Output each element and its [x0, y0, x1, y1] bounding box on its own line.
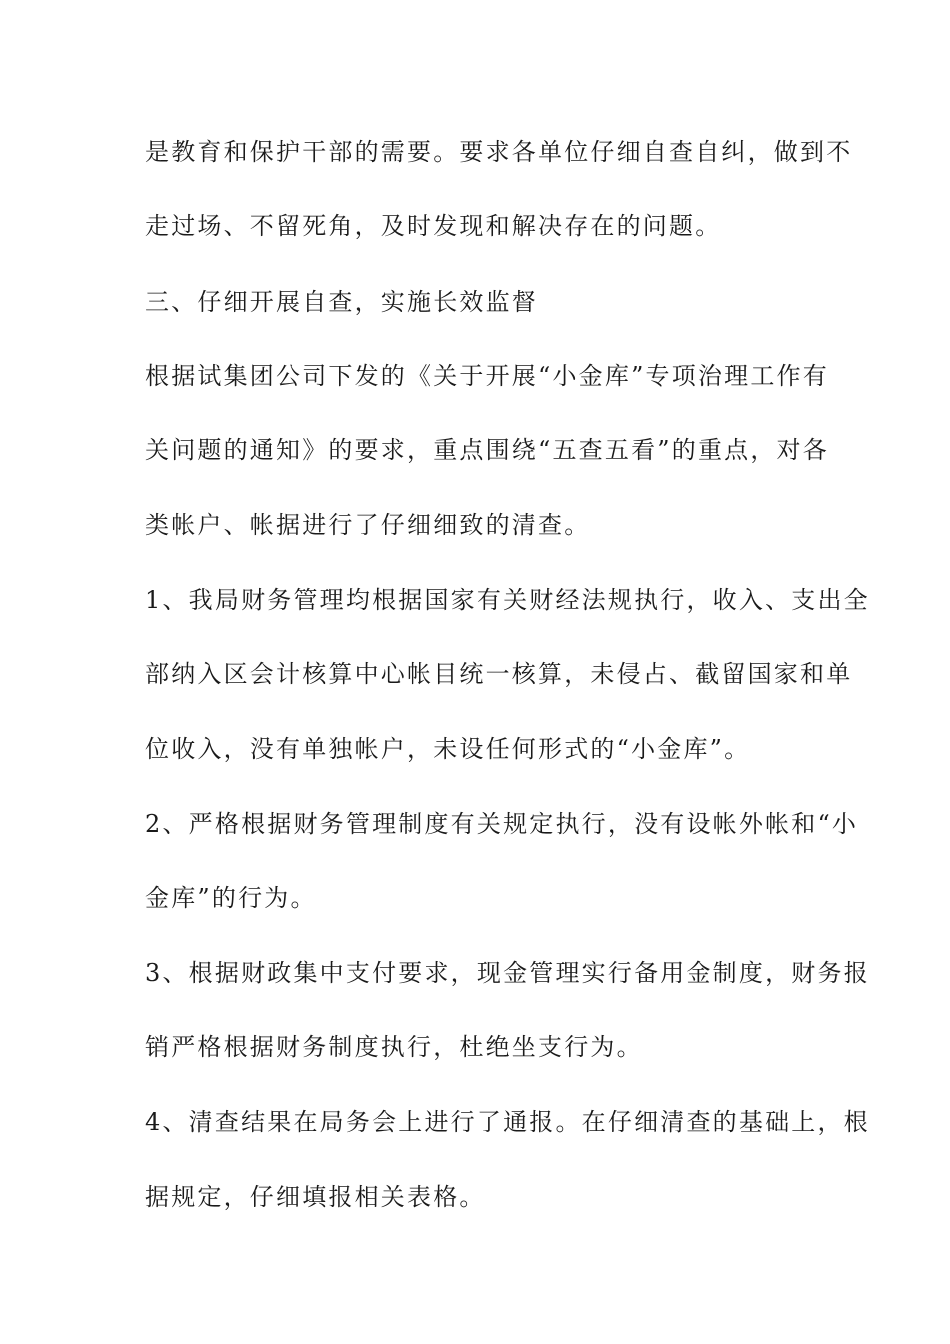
list-item-2-line: 金库”的行为。	[145, 884, 317, 912]
list-item-4-line: 4、清查结果在局务会上进行了通报。在仔细清查的基础上，根	[145, 1108, 870, 1136]
list-item-3-line: 3、根据财政集中支付要求，现金管理实行备用金制度，财务报	[145, 959, 870, 987]
paragraph-line: 类帐户、帐据进行了仔细细致的清查。	[145, 511, 591, 539]
list-item-3-line: 销严格根据财务制度执行，杜绝坐支行为。	[145, 1033, 643, 1061]
list-item-2-line: 2、严格根据财务管理制度有关规定执行，没有设帐外帐和“小	[145, 810, 859, 838]
paragraph-line: 关问题的通知》的要求，重点围绕“五查五看”的重点，对各	[145, 436, 829, 464]
paragraph-line: 是教育和保护干部的需要。要求各单位仔细自查自纠，做到不	[145, 138, 853, 166]
list-item-1-line: 位收入，没有单独帐户，未设任何形式的“小金库”。	[145, 735, 751, 763]
paragraph-line: 走过场、不留死角，及时发现和解决存在的问题。	[145, 212, 722, 240]
list-item-1-line: 部纳入区会计核算中心帐目统一核算，未侵占、截留国家和单	[145, 660, 853, 688]
list-item-4-line: 据规定，仔细填报相关表格。	[145, 1183, 486, 1211]
paragraph-line: 根据试集团公司下发的《关于开展“小金库”专项治理工作有	[145, 362, 829, 390]
list-item-1-line: 1、我局财务管理均根据国家有关财经法规执行，收入、支出全	[145, 586, 870, 614]
section-heading: 三、仔细开展自查，实施长效监督	[145, 288, 538, 316]
